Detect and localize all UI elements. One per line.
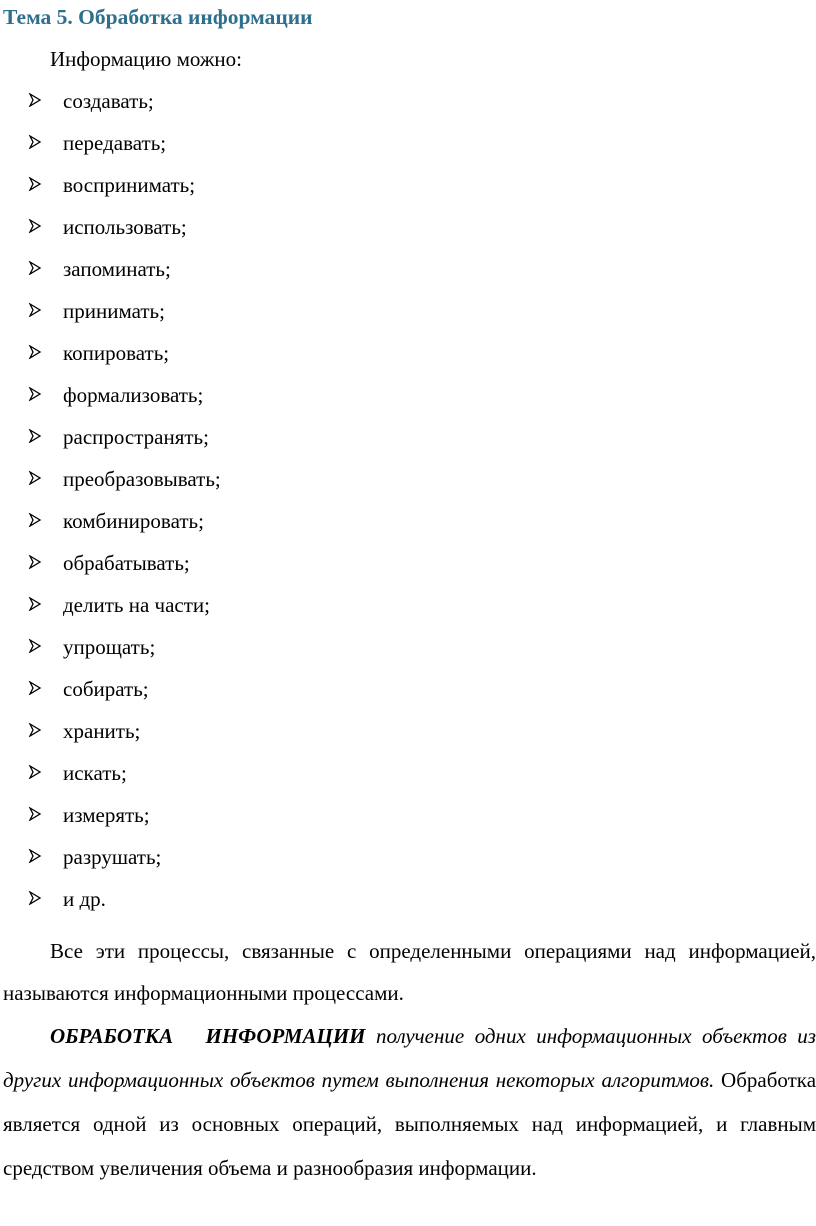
- list-item-text: упрощать;: [63, 635, 156, 659]
- arrowhead-bullet-icon: [28, 429, 42, 443]
- arrowhead-bullet-icon: [28, 345, 42, 359]
- arrowhead-bullet-icon: [28, 765, 42, 779]
- arrowhead-bullet-icon: [28, 261, 42, 275]
- list-item: [0, 255, 700, 297]
- list-item: [0, 801, 700, 843]
- list-item: [0, 759, 700, 801]
- arrowhead-bullet-icon: [28, 723, 42, 737]
- arrowhead-bullet-icon: [28, 513, 42, 527]
- operations-list: [0, 87, 700, 927]
- list-item: [0, 885, 700, 927]
- arrowhead-bullet-icon: [28, 471, 42, 485]
- arrowhead-bullet-icon: [28, 135, 42, 149]
- defined-term: ОБРАБОТКА ИНФОРМАЦИИ: [50, 1024, 366, 1048]
- term-definition: получение одних информационных объектов из других информационных объектов путем выполнения некоторых алгоритмов.: [3, 1024, 816, 1092]
- list-item-text: передавать;: [63, 131, 167, 155]
- list-item: [0, 381, 700, 423]
- list-item-text: и др.: [63, 887, 106, 911]
- list-item: [0, 297, 700, 339]
- arrowhead-bullet-icon: [28, 849, 42, 863]
- arrowhead-bullet-icon: [28, 555, 42, 569]
- list-item: [0, 675, 700, 717]
- list-item: [0, 549, 700, 591]
- list-item: [0, 591, 700, 633]
- arrowhead-bullet-icon: [28, 807, 42, 821]
- list-item-text: измерять;: [63, 803, 150, 827]
- list-item-text: преобразовывать;: [63, 467, 221, 491]
- list-item-text: распространять;: [63, 425, 209, 449]
- paragraph-rest: Обработка является одной из основных операций, выполняемых над информацией, и главным средством увеличения объема и разнообразия информации.: [3, 1068, 816, 1180]
- list-item: [0, 633, 700, 675]
- list-item-text: собирать;: [63, 677, 149, 701]
- arrowhead-bullet-icon: [28, 303, 42, 317]
- list-item: [0, 507, 700, 549]
- list-item-text: комбинировать;: [63, 509, 204, 533]
- arrowhead-bullet-icon: [28, 93, 42, 107]
- list-item-text: обрабатывать;: [63, 551, 190, 575]
- arrowhead-bullet-icon: [28, 219, 42, 233]
- list-item: [0, 87, 700, 129]
- list-item-text: создавать;: [63, 89, 154, 113]
- arrowhead-bullet-icon: [28, 639, 42, 653]
- list-item-text: хранить;: [63, 719, 141, 743]
- page-title: Тема 5. Обработка информации: [3, 5, 313, 29]
- list-item-text: формализовать;: [63, 383, 204, 407]
- list-item: [0, 339, 700, 381]
- list-item: [0, 423, 700, 465]
- list-item-text: использовать;: [63, 215, 187, 239]
- processes-paragraph: Все эти процессы, связанные с определенными операциями над информацией, называются информационными процессами.: [3, 939, 816, 1005]
- list-item-text: искать;: [63, 761, 127, 785]
- arrowhead-bullet-icon: [28, 177, 42, 191]
- arrowhead-bullet-icon: [28, 891, 42, 905]
- list-item: [0, 129, 700, 171]
- list-item-text: копировать;: [63, 341, 170, 365]
- list-item-text: делить на части;: [63, 593, 210, 617]
- list-item: [0, 213, 700, 255]
- list-item: [0, 465, 700, 507]
- list-item: [0, 171, 700, 213]
- arrowhead-bullet-icon: [28, 387, 42, 401]
- arrowhead-bullet-icon: [28, 597, 42, 611]
- list-item-text: запоминать;: [63, 257, 171, 281]
- list-item-text: разрушать;: [63, 845, 162, 869]
- intro-text: Информацию можно:: [50, 47, 242, 71]
- definition-paragraph: [3, 1014, 816, 1190]
- list-item: [0, 717, 700, 759]
- list-item-text: принимать;: [63, 299, 165, 323]
- list-item-text: воспринимать;: [63, 173, 196, 197]
- arrowhead-bullet-icon: [28, 681, 42, 695]
- list-item: [0, 843, 700, 885]
